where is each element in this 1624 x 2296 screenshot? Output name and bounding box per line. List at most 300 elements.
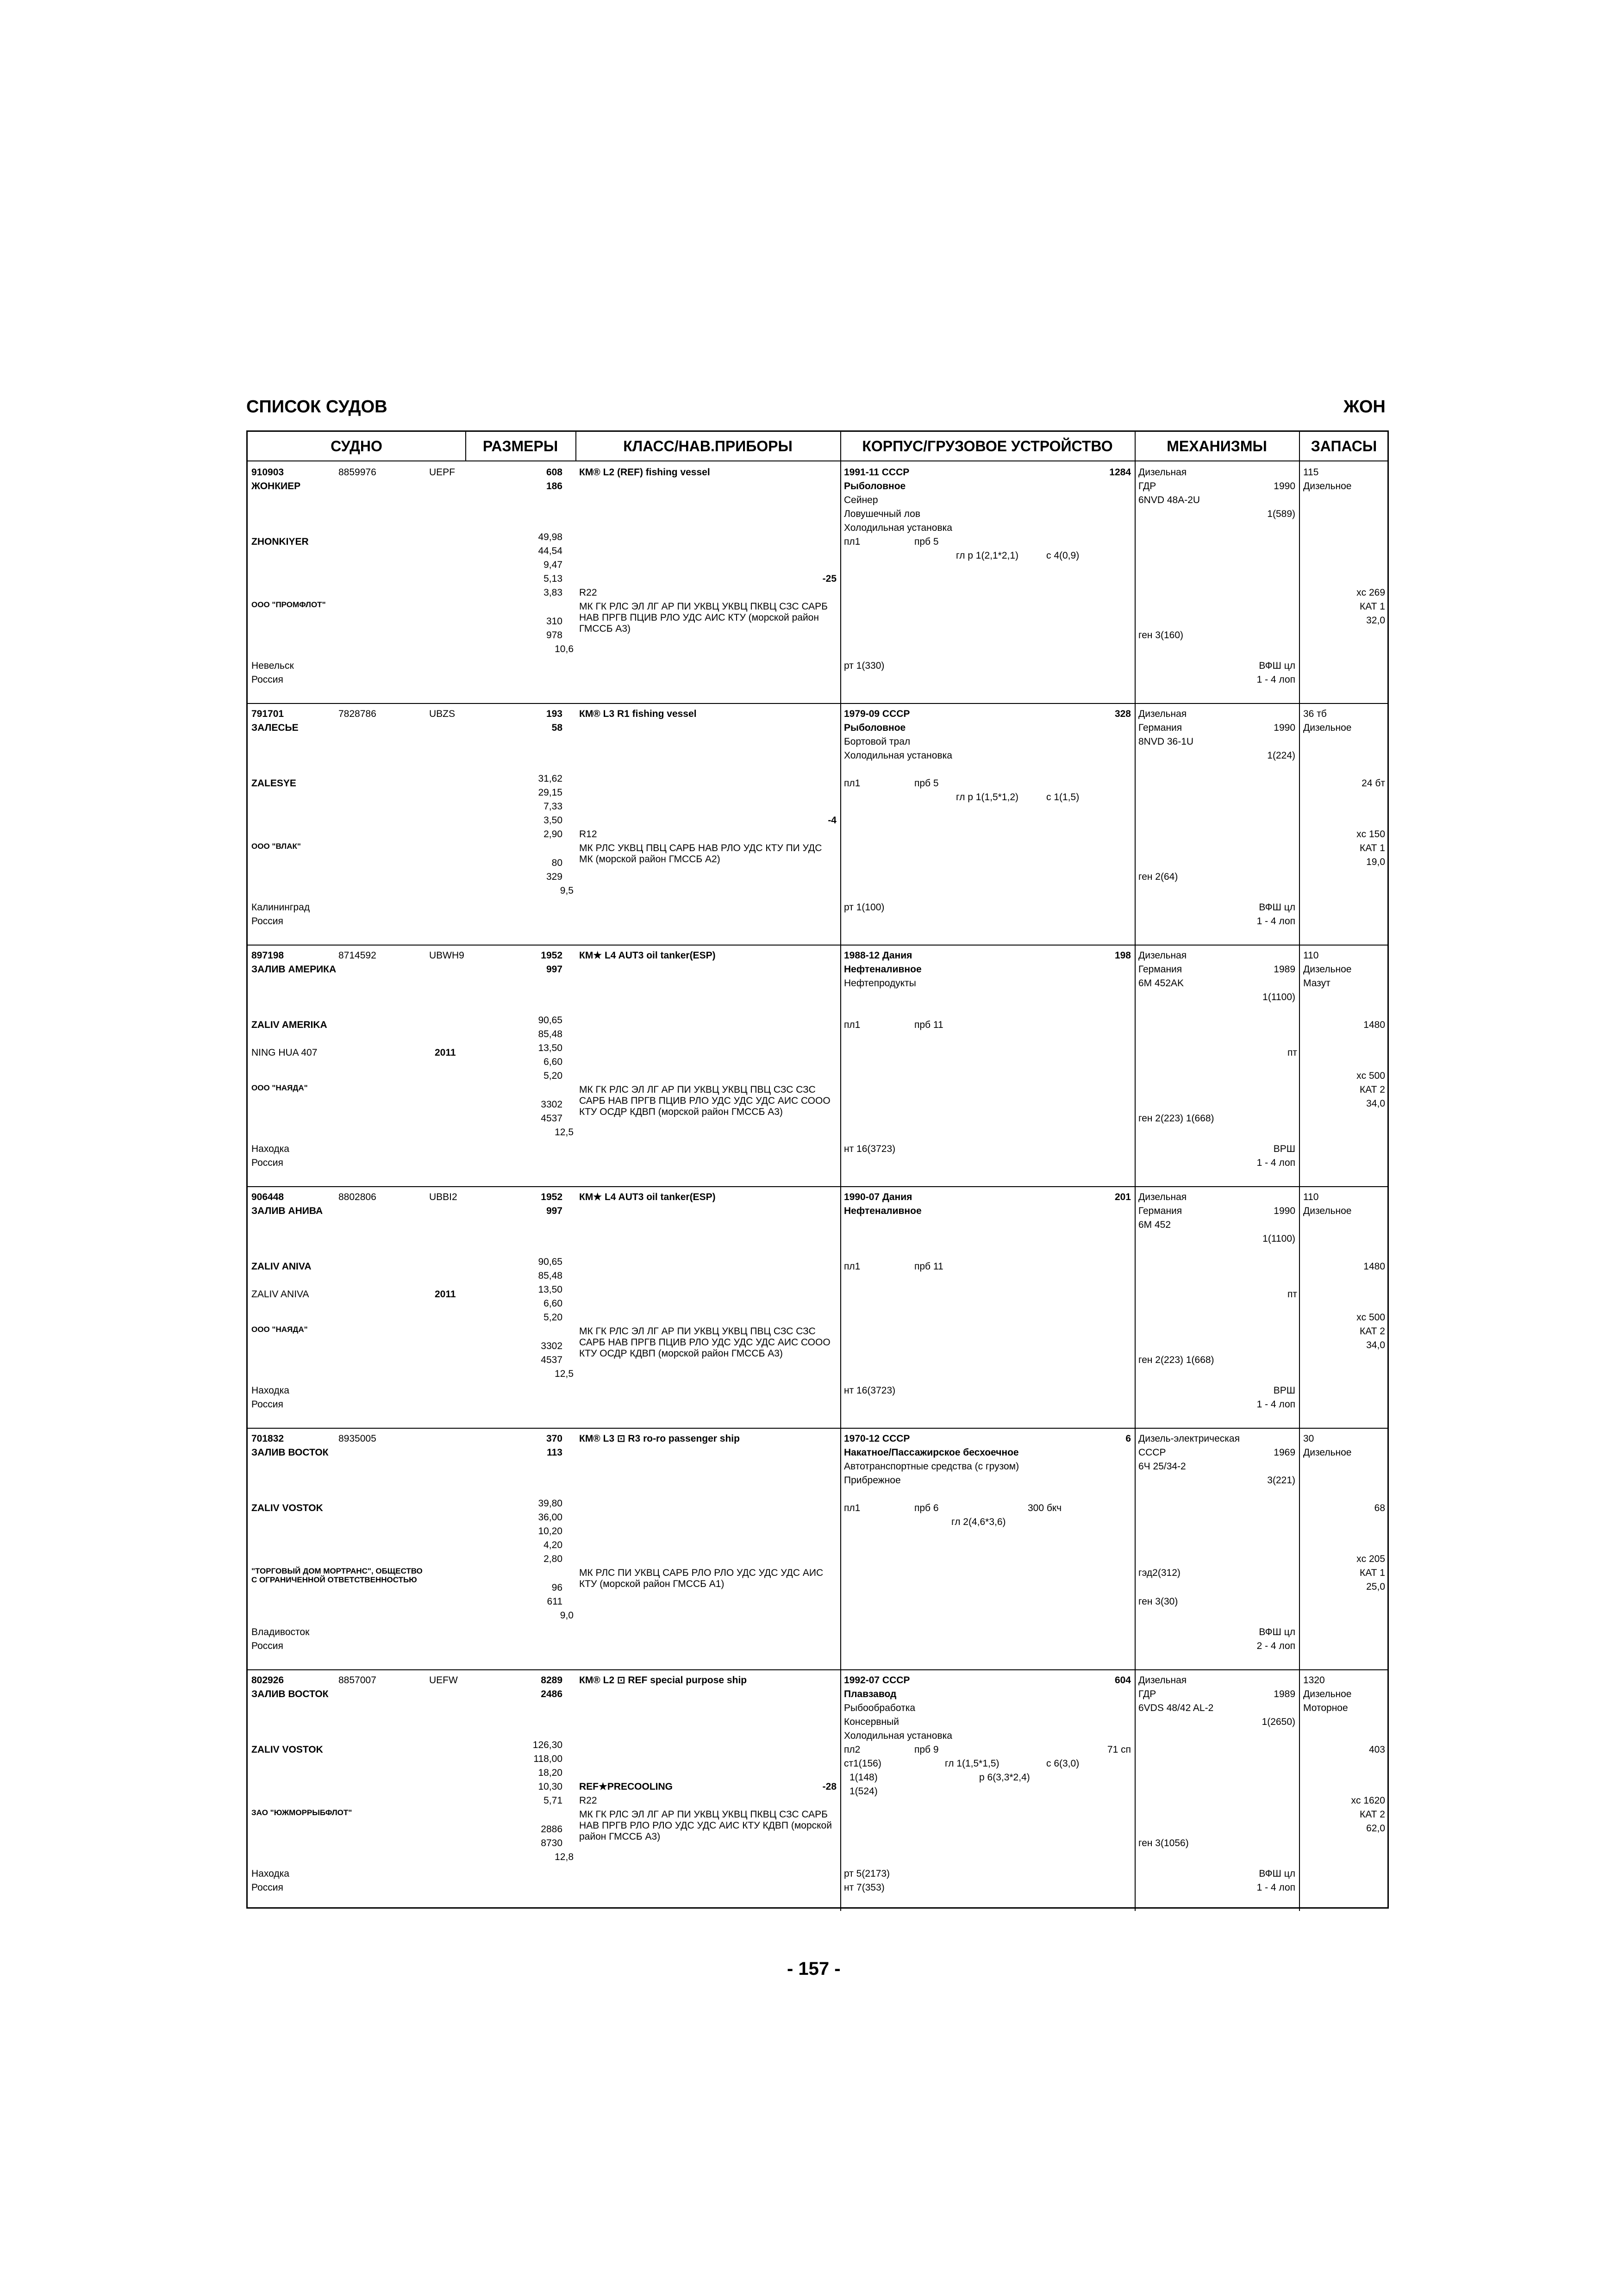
crane-info: с 6(3,0) xyxy=(1046,1758,1080,1769)
engine-power: 3(221) xyxy=(1267,1475,1295,1486)
previous-name: ZALIV ANIVA xyxy=(251,1289,309,1300)
dimension-value: 5,20 xyxy=(543,1070,562,1081)
generators: ген 3(1056) xyxy=(1138,1838,1189,1848)
dimension-value: 370 xyxy=(546,1433,562,1444)
col-divider xyxy=(1135,432,1136,460)
dimension-value: 118,00 xyxy=(533,1754,562,1764)
ship-type: Нефтеналивное xyxy=(844,1206,922,1216)
col-header-engines: МЕХАНИЗМЫ xyxy=(1167,437,1267,454)
dimension-value: 1952 xyxy=(541,950,562,961)
owner: ООО "НАЯДА" xyxy=(251,1325,308,1334)
dimension-value: 5,71 xyxy=(543,1795,562,1806)
engine-country: Германия xyxy=(1138,1206,1182,1216)
engine-country: ГДР xyxy=(1138,481,1156,492)
dimension-value: 9,47 xyxy=(543,560,562,570)
dimension-value: 12,5 xyxy=(555,1127,574,1138)
imo-number: 7828786 xyxy=(338,709,376,719)
engine-type: Дизельная xyxy=(1138,1675,1187,1686)
owner: ООО "ВЛАК" xyxy=(251,842,301,851)
engine-model: 6Ч 25/34-2 xyxy=(1138,1461,1186,1472)
deck-detail: ст1(156) xyxy=(844,1758,881,1769)
class-notation: КМ® L2 (REF) fishing vessel xyxy=(579,467,710,478)
deck-detail: 1(524) xyxy=(849,1786,878,1797)
ship-register-table xyxy=(246,430,1389,1909)
bulkheads: прб 5 xyxy=(914,778,939,789)
dimension-value: 10,6 xyxy=(555,644,574,654)
fuel-type-2: Мазут xyxy=(1303,978,1330,989)
supply-category: КАТ 2 xyxy=(1360,1809,1385,1820)
hull-detail: Рыбообработка xyxy=(844,1703,916,1713)
imo-number: 8859976 xyxy=(338,467,376,478)
ship-entry xyxy=(248,1669,1387,1911)
dimension-value: 3,83 xyxy=(543,587,562,598)
call-sign: UBWH9 xyxy=(429,950,464,961)
col-divider xyxy=(575,432,576,460)
nav-equipment: МК ГК РЛС ЭЛ ЛГ АР ПИ УКВЦ УКВЦ ПКВЦ СЗС САРБ НАВ ПРГВ РЛО РЛО УДС УДС АИС КТУ КДВП (морской район ГМССБ А3) xyxy=(579,1809,832,1842)
owner: ЗАО "ЮЖМОРРЫБФЛОТ" xyxy=(251,1808,352,1817)
deck-count: пл1 xyxy=(844,778,861,789)
build-date: 1990-07 Дания xyxy=(844,1192,912,1202)
dimension-value: 6,60 xyxy=(543,1057,562,1067)
dimension-value: 18,20 xyxy=(538,1767,562,1778)
hull-detail: Бортовой трал xyxy=(844,736,911,747)
engine-country: Германия xyxy=(1138,722,1182,733)
dimension-value: 8289 xyxy=(541,1675,562,1686)
ship-type: Накатное/Пассажирское бесхоечное xyxy=(844,1447,1019,1458)
crane-info: с 4(0,9) xyxy=(1046,550,1080,561)
ship-name-en: ZALIV VOSTOK xyxy=(251,1503,323,1513)
col-divider xyxy=(840,1669,841,1911)
dimension-value: 90,65 xyxy=(538,1015,562,1026)
propeller: ВРШ xyxy=(1273,1144,1295,1154)
bulkheads: прб 9 xyxy=(914,1744,939,1755)
previous-name-year: 2011 xyxy=(435,1289,456,1300)
generators: гэд2(312) xyxy=(1138,1568,1181,1578)
engine-type: Дизельная xyxy=(1138,950,1187,961)
hull-number: 6 xyxy=(1125,1433,1131,1444)
ship-name-ru: ЗАЛИВ ВОСТОК xyxy=(251,1447,329,1458)
col-divider xyxy=(1135,1428,1136,1669)
engine-power: 1(1100) xyxy=(1262,992,1295,1002)
fresh-water: 24 бт xyxy=(1362,778,1385,789)
build-date: 1988-12 Дания xyxy=(844,950,912,961)
dimension-value: 12,5 xyxy=(555,1369,574,1379)
reg-number: 906448 xyxy=(251,1192,284,1202)
col-divider xyxy=(1299,1186,1300,1428)
nav-equipment: МК ГК РЛС ЭЛ ЛГ АР ПИ УКВЦ УКВЦ ПВЦ СЗС СЗС САРБ НАВ ПРГВ ПЦИВ РЛО УДС УДС УДС АИС СООО КТУ ОСДР КДВП (морской район ГМССБ А3) xyxy=(579,1326,831,1359)
deck-count: пл2 xyxy=(844,1744,861,1755)
col-divider xyxy=(840,945,841,1186)
propeller: ВФШ цл xyxy=(1259,1868,1295,1879)
dimension-value: 90,65 xyxy=(538,1257,562,1267)
reg-number: 802926 xyxy=(251,1675,284,1686)
hull-detail: Консервный xyxy=(844,1717,899,1727)
imo-number: 8935005 xyxy=(338,1433,376,1444)
refrigeration-temp: -25 xyxy=(822,573,837,584)
nav-equipment: МК РЛС УКВЦ ПВЦ САРБ НАВ РЛО УДС КТУ ПИ УДС МК (морской район ГМССБ А2) xyxy=(579,843,822,865)
engine-country: Германия xyxy=(1138,964,1182,975)
fuel-capacity: 1320 xyxy=(1303,1675,1325,1686)
col-divider xyxy=(840,1186,841,1428)
deck-count: пл1 xyxy=(844,536,861,547)
reg-number: 791701 xyxy=(251,709,284,719)
engine-year: 1989 xyxy=(1274,964,1295,975)
bulkheads: прб 5 xyxy=(914,536,939,547)
dimension-value: 44,54 xyxy=(538,546,562,556)
col-divider xyxy=(1299,461,1300,703)
ship-entry xyxy=(248,461,1387,703)
propeller-blades: 1 - 4 лоп xyxy=(1256,674,1295,685)
deck-detail: 1(148) xyxy=(849,1772,878,1783)
engine-power: 1(2650) xyxy=(1262,1717,1295,1727)
owner: ООО "НАЯДА" xyxy=(251,1083,308,1092)
dimension-value: 608 xyxy=(546,467,562,478)
supply-value: 19,0 xyxy=(1366,857,1385,867)
hull-number: 328 xyxy=(1114,709,1131,719)
flag-country: Россия xyxy=(251,1157,283,1168)
nav-equipment: МК ГК РЛС ЭЛ ЛГ АР ПИ УКВЦ УКВЦ ПКВЦ СЗС САРБ НАВ ПРГВ ПЦИВ РЛО УДС АИС КТУ (морской район ГМССБ А3) xyxy=(579,601,828,634)
dimension-value: 9,0 xyxy=(560,1610,574,1621)
col-header-hull: КОРПУС/ГРУЗОВОЕ УСТРОЙСТВО xyxy=(862,437,1113,454)
dimension-value: 3302 xyxy=(541,1099,562,1110)
dimension-value: 13,50 xyxy=(538,1043,562,1053)
ship-name-en: ZALIV ANIVA xyxy=(251,1261,312,1272)
hull-detail: Ловушечный лов xyxy=(844,509,921,519)
section-code: ЖОН xyxy=(1343,397,1386,417)
supply-xc: xc 500 xyxy=(1356,1312,1385,1323)
dimension-value: 978 xyxy=(546,630,562,641)
ship-entry xyxy=(248,703,1387,945)
col-divider xyxy=(465,432,466,460)
dimension-value: 1952 xyxy=(541,1192,562,1202)
generators: ген 3(30) xyxy=(1138,1596,1178,1607)
propeller: ВРШ xyxy=(1273,1385,1295,1396)
dimension-value: 85,48 xyxy=(538,1270,562,1281)
propeller-blades: 1 - 4 лоп xyxy=(1256,1157,1295,1168)
refrigeration-temp: -28 xyxy=(822,1781,837,1792)
fuel-type: Дизельное xyxy=(1303,964,1352,975)
engine-model: 6M 452AK xyxy=(1138,978,1184,989)
deck-count: пл1 xyxy=(844,1020,861,1030)
col-divider xyxy=(1135,1186,1136,1428)
hull-detail: Сейнер xyxy=(844,495,878,505)
dimension-value: 39,80 xyxy=(538,1498,562,1509)
col-divider xyxy=(1299,1669,1300,1911)
hull-detail: Холодильная установка xyxy=(844,750,952,761)
call-sign: UBBI2 xyxy=(429,1192,457,1202)
engine-type: Дизельная xyxy=(1138,709,1187,719)
previous-name-year: 2011 xyxy=(435,1047,456,1058)
deck-count: пл1 xyxy=(844,1261,861,1272)
class-notation: КМ★ L4 AUT3 oil tanker(ESP) xyxy=(579,950,716,961)
col-divider xyxy=(1135,1669,1136,1911)
supply-value: 32,0 xyxy=(1366,615,1385,626)
supply-unit: пт xyxy=(1287,1047,1297,1058)
dimension-value: 611 xyxy=(547,1596,562,1607)
hatch-info: гл 2(4,6*3,6) xyxy=(951,1517,1006,1527)
supply-xc: xc 1620 xyxy=(1351,1795,1385,1806)
home-port: Находка xyxy=(251,1385,289,1396)
hatch-info: гл р 1(2,1*2,1) xyxy=(956,550,1019,561)
hold-info: рт 1(330) xyxy=(844,660,885,671)
ship-type: Рыболовное xyxy=(844,722,906,733)
hull-detail: Прибрежное xyxy=(844,1475,901,1486)
col-divider xyxy=(840,461,841,703)
page-title: СПИСОК СУДОВ xyxy=(246,397,387,417)
fresh-water: 1480 xyxy=(1363,1020,1385,1030)
hold-info: рт 5(2173) xyxy=(844,1868,890,1879)
call-sign: UEFW xyxy=(429,1675,458,1686)
dimension-value: 9,5 xyxy=(560,885,574,896)
supply-category: КАТ 1 xyxy=(1360,843,1385,853)
dimension-value: 193 xyxy=(546,709,562,719)
fuel-capacity: 110 xyxy=(1303,1192,1319,1202)
reg-number: 897198 xyxy=(251,950,284,961)
ship-name-ru: ЗАЛИВ ВОСТОК xyxy=(251,1689,329,1699)
dimension-value: 126,30 xyxy=(532,1740,562,1750)
home-port: Находка xyxy=(251,1144,289,1154)
dimension-value: 8730 xyxy=(541,1838,562,1848)
hull-detail: Холодильная установка xyxy=(844,1730,952,1741)
engine-year: 1990 xyxy=(1274,1206,1295,1216)
supply-value: 34,0 xyxy=(1366,1098,1385,1109)
build-date: 1979-09 СССР xyxy=(844,709,910,719)
build-date: 1991-11 СССР xyxy=(844,467,910,478)
ship-entry xyxy=(248,1186,1387,1428)
class-notation: КМ® L3 ⊡ R3 ro-ro passenger ship xyxy=(579,1433,740,1444)
bulkheads: прб 11 xyxy=(914,1261,943,1272)
nav-equipment: МК ГК РЛС ЭЛ ЛГ АР ПИ УКВЦ УКВЦ ПВЦ СЗС СЗС САРБ НАВ ПРГВ ПЦИВ РЛО УДС УДС УДС АИС СООО КТУ ОСДР КДВП (морской район ГМССБ А3) xyxy=(579,1084,831,1117)
col-header-supplies: ЗАПАСЫ xyxy=(1311,437,1377,454)
page-number: - 157 - xyxy=(787,1959,841,1979)
ship-name-ru: ЗАЛИВ АНИВА xyxy=(251,1206,323,1216)
dimension-value: 2486 xyxy=(541,1689,562,1699)
hull-detail: Нефтепродукты xyxy=(844,978,916,989)
previous-name: NING HUA 407 xyxy=(251,1047,318,1058)
ship-entry xyxy=(248,945,1387,1186)
dimension-value: 80 xyxy=(551,858,562,868)
dimension-value: 2,80 xyxy=(543,1554,562,1564)
engine-model: 6VDS 48/42 AL-2 xyxy=(1138,1703,1214,1713)
supply-xc: xc 269 xyxy=(1356,587,1385,598)
supply-value: 62,0 xyxy=(1366,1823,1385,1834)
col-divider xyxy=(840,1428,841,1669)
generators: ген 2(223) 1(668) xyxy=(1138,1355,1214,1365)
dimension-value: 997 xyxy=(546,964,562,975)
refrigerant: R22 xyxy=(579,1795,597,1806)
engine-model: 6M 452 xyxy=(1138,1220,1171,1230)
engine-model: 8NVD 36-1U xyxy=(1138,736,1194,747)
hold-info: рт 1(100) xyxy=(844,902,885,913)
hull-number: 201 xyxy=(1114,1192,1131,1202)
home-port: Невельск xyxy=(251,660,294,671)
col-divider xyxy=(1299,1428,1300,1669)
crane-info: р 6(3,3*2,4) xyxy=(979,1772,1030,1783)
propeller-blades: 2 - 4 лоп xyxy=(1256,1641,1295,1651)
propeller: ВФШ цл xyxy=(1259,902,1295,913)
supply-category: КАТ 2 xyxy=(1360,1326,1385,1337)
propeller-blades: 1 - 4 лоп xyxy=(1256,1882,1295,1893)
dimension-value: 96 xyxy=(551,1582,562,1593)
ship-name-ru: ЗАЛИВ АМЕРИКА xyxy=(251,964,337,975)
col-divider xyxy=(840,703,841,945)
supply-value: 34,0 xyxy=(1366,1340,1385,1350)
engine-country: СССР xyxy=(1138,1447,1166,1458)
reg-number: 701832 xyxy=(251,1433,284,1444)
crane-info: с 1(1,5) xyxy=(1046,792,1080,803)
flag-country: Россия xyxy=(251,1399,283,1410)
ship-name-ru: ЖОНКИЕР xyxy=(251,481,301,492)
dimension-value: 36,00 xyxy=(538,1512,562,1523)
dimension-value: 4,20 xyxy=(543,1540,562,1550)
ship-name-ru: ЗАЛЕСЬЕ xyxy=(251,722,299,733)
supply-unit: пт xyxy=(1287,1289,1297,1300)
dimension-value: 13,50 xyxy=(538,1284,562,1295)
dimension-value: 186 xyxy=(546,481,562,492)
fuel-type: Дизельное xyxy=(1303,1206,1352,1216)
col-divider xyxy=(1299,945,1300,1186)
dimension-value: 31,62 xyxy=(538,773,562,784)
ship-name-en: ZALIV VOSTOK xyxy=(251,1744,323,1755)
ship-name-en: ZHONKIYER xyxy=(251,536,309,547)
imo-number: 8857007 xyxy=(338,1675,376,1686)
dimension-value: 49,98 xyxy=(538,532,562,542)
hatch-info: гл р 1(1,5*1,2) xyxy=(956,792,1019,803)
engine-year: 1989 xyxy=(1274,1689,1295,1699)
build-date: 1970-12 СССР xyxy=(844,1433,910,1444)
ship-entry xyxy=(248,1428,1387,1669)
fresh-water: 403 xyxy=(1368,1744,1385,1755)
col-divider xyxy=(1299,703,1300,945)
dimension-value: 5,20 xyxy=(543,1312,562,1323)
class-notation: КМ® L3 R1 fishing vessel xyxy=(579,709,697,719)
refrigeration-class: REF★PRECOOLING xyxy=(579,1781,673,1792)
supply-xc: xc 150 xyxy=(1356,829,1385,840)
dimension-value: 3302 xyxy=(541,1341,562,1351)
fuel-type: Дизельное xyxy=(1303,722,1352,733)
ship-name-en: ZALESYE xyxy=(251,778,296,789)
col-header-dims: РАЗМЕРЫ xyxy=(482,437,558,454)
generators: ген 2(64) xyxy=(1138,871,1178,882)
owner: "ТОРГОВЫЙ ДОМ МОРТРАНС", ОБЩЕСТВО С ОГРАНИЧЕННОЙ ОТВЕТСТВЕННОСТЬЮ xyxy=(251,1567,423,1584)
col-header-ship: СУДНО xyxy=(331,437,382,454)
frame-count: 71 сп xyxy=(1107,1744,1131,1755)
build-date: 1992-07 СССР xyxy=(844,1675,910,1686)
engine-type: Дизельная xyxy=(1138,1192,1187,1202)
hold-info: нт 16(3723) xyxy=(844,1144,896,1154)
fuel-capacity: 30 xyxy=(1303,1433,1314,1444)
fresh-water: 1480 xyxy=(1363,1261,1385,1272)
fuel-capacity: 36 тб xyxy=(1303,709,1327,719)
dimension-value: 85,48 xyxy=(538,1029,562,1039)
reg-number: 910903 xyxy=(251,467,284,478)
dimension-value: 310 xyxy=(546,616,562,627)
hatch-info: гл 1(1,5*1,5) xyxy=(945,1758,999,1769)
call-sign: UEPF xyxy=(429,467,456,478)
generators: ген 2(223) 1(668) xyxy=(1138,1113,1214,1124)
propeller-blades: 1 - 4 лоп xyxy=(1256,916,1295,927)
hull-number: 1284 xyxy=(1109,467,1131,478)
bulkheads: прб 6 xyxy=(914,1503,939,1513)
refrigeration-temp: -4 xyxy=(828,815,837,826)
hold-info: нт 7(353) xyxy=(844,1882,885,1893)
dimension-value: 2886 xyxy=(541,1824,562,1835)
dimension-value: 12,8 xyxy=(555,1852,574,1862)
dimension-value: 29,15 xyxy=(538,787,562,798)
deck-count: пл1 xyxy=(844,1503,861,1513)
supply-xc: xc 205 xyxy=(1356,1554,1385,1564)
cargo-capacity: 300 бкч xyxy=(1028,1503,1062,1513)
class-notation: КМ★ L4 AUT3 oil tanker(ESP) xyxy=(579,1192,716,1202)
dimension-value: 113 xyxy=(547,1447,562,1458)
flag-country: Россия xyxy=(251,674,283,685)
ship-type: Рыболовное xyxy=(844,481,906,492)
fuel-type: Дизельное xyxy=(1303,1447,1352,1458)
refrigerant: R22 xyxy=(579,587,597,598)
supply-category: КАТ 1 xyxy=(1360,1568,1385,1578)
col-divider xyxy=(1135,461,1136,703)
generators: ген 3(160) xyxy=(1138,630,1184,641)
col-divider xyxy=(1135,703,1136,945)
hull-detail: Автотранспортные средства (с грузом) xyxy=(844,1461,1019,1472)
propeller: ВФШ цл xyxy=(1259,660,1295,671)
engine-type: Дизель-электрическая xyxy=(1138,1433,1240,1444)
fuel-type-2: Моторное xyxy=(1303,1703,1348,1713)
fresh-water: 68 xyxy=(1374,1503,1385,1513)
hold-info: нт 16(3723) xyxy=(844,1385,896,1396)
col-header-class: КЛАСС/НАВ.ПРИБОРЫ xyxy=(623,437,793,454)
flag-country: Россия xyxy=(251,1641,283,1651)
propeller-blades: 1 - 4 лоп xyxy=(1256,1399,1295,1410)
hull-detail: Холодильная установка xyxy=(844,523,952,533)
propeller: ВФШ цл xyxy=(1259,1627,1295,1637)
imo-number: 8802806 xyxy=(338,1192,376,1202)
supply-category: КАТ 2 xyxy=(1360,1084,1385,1095)
dimension-value: 997 xyxy=(546,1206,562,1216)
home-port: Находка xyxy=(251,1868,289,1879)
dimension-value: 6,60 xyxy=(543,1298,562,1309)
fuel-type: Дизельное xyxy=(1303,481,1352,492)
hull-number: 604 xyxy=(1114,1675,1131,1686)
dimension-value: 3,50 xyxy=(543,815,562,826)
ship-type: Нефтеналивное xyxy=(844,964,922,975)
home-port: Владивосток xyxy=(251,1627,310,1637)
dimension-value: 5,13 xyxy=(543,573,562,584)
fuel-capacity: 115 xyxy=(1303,467,1319,478)
col-divider xyxy=(1135,945,1136,1186)
engine-country: ГДР xyxy=(1138,1689,1156,1699)
class-notation: КМ® L2 ⊡ REF special purpose ship xyxy=(579,1675,747,1686)
dimension-value: 58 xyxy=(551,722,562,733)
supply-xc: xc 500 xyxy=(1356,1070,1385,1081)
nav-equipment: МК РЛС ПИ УКВЦ САРБ РЛО РЛО УДС УДС УДС АИС КТУ (морской район ГМССБ А1) xyxy=(579,1568,824,1589)
dimension-value: 7,33 xyxy=(543,801,562,812)
col-divider xyxy=(840,432,841,460)
engine-year: 1990 xyxy=(1274,481,1295,492)
engine-power: 1(224) xyxy=(1267,750,1295,761)
dimension-value: 329 xyxy=(546,871,562,882)
supply-category: КАТ 1 xyxy=(1360,601,1385,612)
ship-name-en: ZALIV AMERIKA xyxy=(251,1020,327,1030)
hull-number: 198 xyxy=(1114,950,1131,961)
engine-model: 6NVD 48A-2U xyxy=(1138,495,1200,505)
flag-country: Россия xyxy=(251,1882,283,1893)
bulkheads: прб 11 xyxy=(914,1020,943,1030)
home-port: Калининград xyxy=(251,902,310,913)
dimension-value: 10,30 xyxy=(538,1781,562,1792)
refrigerant: R12 xyxy=(579,829,597,840)
engine-year: 1990 xyxy=(1274,722,1295,733)
